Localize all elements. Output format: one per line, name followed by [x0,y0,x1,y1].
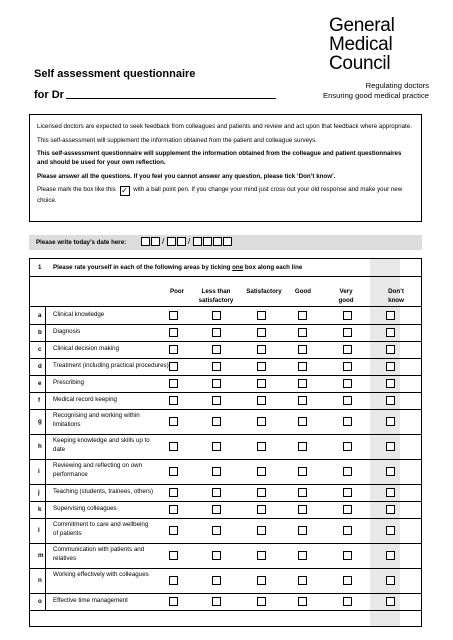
underlined-word: one [232,264,244,271]
row-label: Clinical decision making [53,345,120,352]
checkbox-very-good[interactable] [343,576,352,585]
rating-row-j [30,484,421,502]
checkbox-good[interactable] [298,442,307,451]
row-divider [45,341,46,358]
checkbox-dont-know[interactable] [386,488,395,497]
row-letter: l [38,526,40,534]
checkbox-poor[interactable] [169,379,178,388]
checkbox-satisfactory[interactable] [257,417,266,426]
intro-p4: Please answer all the questions. If you feel you cannot answer any question, please tick ‘Don’t know’. [37,172,336,180]
checkbox-less-than-satisfactory[interactable] [212,505,221,514]
row-label: Prescribing [53,379,84,386]
checkbox-satisfactory[interactable] [257,362,266,371]
row-divider [45,324,46,341]
rating-row-o [30,593,421,611]
checkbox-satisfactory[interactable] [257,396,266,405]
checkbox-very-good[interactable] [343,396,352,405]
row-letter: b [38,328,42,336]
checkbox-less-than-satisfactory[interactable] [212,597,221,606]
date-slash-1: / [162,237,165,246]
date-year-digit-2[interactable] [203,237,212,246]
rating-row-k [30,501,421,519]
checkbox-less-than-satisfactory[interactable] [212,551,221,560]
checkbox-satisfactory[interactable] [257,442,266,451]
checkbox-satisfactory[interactable] [257,488,266,497]
intro-p2: This self-assessment will supplement the information obtained from the patient and colleague surveys. [37,136,317,144]
checkbox-very-good[interactable] [343,328,352,337]
checkbox-less-than-satisfactory[interactable] [212,396,221,405]
checkbox-less-than-satisfactory[interactable] [212,526,221,535]
row-label: Teaching (students, trainees, others) [53,488,154,495]
row-letter: d [38,362,42,370]
date-year-digit-1[interactable] [193,237,202,246]
rating-row-g [30,409,421,435]
doctor-name-field[interactable] [66,98,276,99]
checkbox-satisfactory[interactable] [257,551,266,560]
checkbox-very-good[interactable] [343,442,352,451]
checkbox-less-than-satisfactory[interactable] [212,328,221,337]
checkbox-poor[interactable] [169,597,178,606]
checkbox-dont-know[interactable] [386,467,395,476]
rating-row-h [30,434,421,460]
checkbox-dont-know[interactable] [386,345,395,354]
col-satisfactory: Satisfactory [246,288,282,295]
checkbox-good[interactable] [298,345,307,354]
checkbox-satisfactory[interactable] [257,505,266,514]
row-divider [45,543,46,568]
rating-row-i [30,459,421,485]
row-letter: n [38,576,42,584]
checkbox-dont-know[interactable] [386,551,395,560]
row-divider [45,568,46,593]
date-month-digit-1[interactable] [167,237,176,246]
date-day-digit-2[interactable] [151,237,160,246]
checkbox-poor[interactable] [169,442,178,451]
checkbox-dont-know[interactable] [386,597,395,606]
row-divider [45,484,46,501]
date-year-digit-4[interactable] [223,237,232,246]
row-letter: c [38,345,42,353]
checkbox-satisfactory[interactable] [257,526,266,535]
checkbox-good[interactable] [298,505,307,514]
row-letter: f [38,396,41,404]
row-letter: i [38,467,40,475]
date-label: Please write today’s date here: [36,238,127,246]
checkbox-poor[interactable] [169,328,178,337]
row-letter: j [38,488,40,496]
checkbox-very-good[interactable] [343,417,352,426]
checkbox-dont-know[interactable] [386,505,395,514]
checkbox-satisfactory[interactable] [257,576,266,585]
checkbox-less-than-satisfactory[interactable] [212,379,221,388]
rating-row-e [30,375,421,393]
checkbox-dont-know[interactable] [386,526,395,535]
date-slash-2: / [188,237,191,246]
row-label: Treatment (including practical procedures) [53,362,169,369]
row-divider [45,518,46,543]
row-label: Communication with patients and relatives [53,546,145,562]
checkbox-very-good[interactable] [343,526,352,535]
rating-row-n [30,568,421,594]
checkbox-poor[interactable] [169,488,178,497]
row-label: Medical record keeping [53,396,117,403]
row-divider [45,307,46,324]
checkbox-very-good[interactable] [343,488,352,497]
col-poor: Poor [169,288,185,295]
row-letter: g [38,417,42,425]
row-letter: m [38,551,44,559]
checkbox-less-than-satisfactory[interactable] [212,311,221,320]
rating-row-c [30,341,421,359]
rating-row-f [30,392,421,410]
checkbox-less-than-satisfactory[interactable] [212,488,221,497]
checkbox-good[interactable] [298,551,307,560]
checkbox-dont-know[interactable] [386,442,395,451]
row-letter: k [38,505,42,513]
checkbox-satisfactory[interactable] [257,311,266,320]
checkbox-poor[interactable] [169,467,178,476]
checkbox-dont-know[interactable] [386,576,395,585]
row-letter: h [38,442,42,450]
intro-p5 [37,185,414,205]
checkbox-dont-know[interactable] [386,396,395,405]
logo-line-medical: Medical [329,34,393,55]
row-label: Recognising and working within limitations [53,412,140,428]
checkbox-satisfactory[interactable] [257,328,266,337]
tagline-regulating: Regulating doctors [365,81,429,90]
checkbox-very-good[interactable] [343,379,352,388]
intro-p3: This self-assessment questionnaire will supplement the information obtained from the colleague and patient questionnaires and should be used for your own reflection. [37,150,402,166]
col-good: Good [294,288,312,295]
row-letter: o [38,597,42,605]
row-divider [45,392,46,409]
rating-row-l [30,518,421,544]
checkbox-less-than-satisfactory[interactable] [212,467,221,476]
checkbox-good[interactable] [298,526,307,535]
checkbox-dont-know[interactable] [386,328,395,337]
question-text: Please rate yourself in each of the following areas by ticking one box along each line [53,264,303,271]
row-label: Commitment to care and wellbeing of patients [53,521,149,537]
intro-p1: Licensed doctors are expected to seek feedback from colleagues and patients and review and act upon that feedback where appropriate. [37,123,412,130]
checkbox-good[interactable] [298,467,307,476]
col-less-than-satisfactory: Less than satisfactory [198,288,234,304]
checkbox-poor[interactable] [169,345,178,354]
checkbox-very-good[interactable] [343,362,352,371]
checkbox-good[interactable] [298,488,307,497]
checkbox-poor[interactable] [169,576,178,585]
checkbox-poor[interactable] [169,396,178,405]
question-header-row [30,259,421,277]
intro-p5-end: with a ball point pen. If you change your mind just cross out your old response and make your new choice. [37,186,403,204]
checkbox-good[interactable] [298,311,307,320]
checkbox-poor[interactable] [169,526,178,535]
gmc-tagline [323,81,429,100]
checkbox-dont-know[interactable] [386,362,395,371]
tick-example-icon: ✓ [121,186,128,195]
row-label: Reviewing and reflecting on own performance [53,462,143,478]
checkbox-very-good[interactable] [343,345,352,354]
rating-row-d [30,358,421,376]
rating-table [29,258,422,627]
rating-row-b [30,324,421,342]
logo-line-council: Council [329,53,391,74]
row-label: Keeping knowledge and skills up to date [53,437,150,453]
checkbox-very-good[interactable] [343,311,352,320]
checkbox-dont-know[interactable] [386,417,395,426]
row-divider [45,459,46,484]
checkbox-good[interactable] [298,379,307,388]
checkbox-good[interactable] [298,396,307,405]
checkbox-less-than-satisfactory[interactable] [212,442,221,451]
row-divider [45,375,46,392]
row-label: Effective time management [53,597,128,604]
row-letter: a [38,311,42,319]
date-year-digit-3[interactable] [213,237,222,246]
date-day-digit-1[interactable] [141,237,150,246]
form-title: Self assessment questionnaire [34,68,196,80]
gmc-logo [329,16,429,73]
checkbox-less-than-satisfactory[interactable] [212,576,221,585]
checkbox-poor[interactable] [169,551,178,560]
checkbox-poor[interactable] [169,362,178,371]
checkbox-poor[interactable] [169,505,178,514]
checkbox-good[interactable] [298,362,307,371]
logo-line-general: General [329,15,395,36]
checkbox-very-good[interactable] [343,597,352,606]
tagline-ensuring: Ensuring good medical practice [323,90,429,100]
row-divider [45,409,46,434]
checkbox-very-good[interactable] [343,551,352,560]
checkbox-satisfactory[interactable] [257,467,266,476]
checkbox-very-good[interactable] [343,467,352,476]
checkbox-dont-know[interactable] [386,379,395,388]
row-divider [45,593,46,610]
checkbox-good[interactable] [298,597,307,606]
checkbox-poor[interactable] [169,417,178,426]
rating-row-a [30,307,421,325]
col-very-good: Very good [338,288,354,304]
checkbox-good[interactable] [298,576,307,585]
row-label: Diagnosis [53,328,81,335]
checkbox-very-good[interactable] [343,505,352,514]
intro-p5-start: Please mark the box like this [37,186,116,193]
checkbox-less-than-satisfactory[interactable] [212,345,221,354]
row-label: Working effectively with colleagues [53,571,149,578]
row-label: Clinical knowledge [53,311,105,318]
checkbox-satisfactory[interactable] [257,345,266,354]
checkbox-poor[interactable] [169,311,178,320]
checkbox-good[interactable] [298,417,307,426]
row-divider [45,358,46,375]
checkbox-satisfactory[interactable] [257,597,266,606]
intro-box [29,114,422,222]
row-label: Supervising colleagues [53,505,117,512]
checkbox-good[interactable] [298,328,307,337]
row-divider [45,434,46,459]
rating-row-m [30,543,421,569]
date-month-digit-2[interactable] [177,237,186,246]
row-letter: e [38,379,42,387]
checkbox-dont-know[interactable] [386,311,395,320]
row-divider [45,501,46,518]
checkbox-satisfactory[interactable] [257,379,266,388]
for-dr-label: for Dr [34,89,64,101]
col-dont-know: Don’t know [388,288,404,304]
checkbox-less-than-satisfactory[interactable] [212,362,221,371]
question-number: 1 [38,264,42,271]
checkbox-less-than-satisfactory[interactable] [212,417,221,426]
